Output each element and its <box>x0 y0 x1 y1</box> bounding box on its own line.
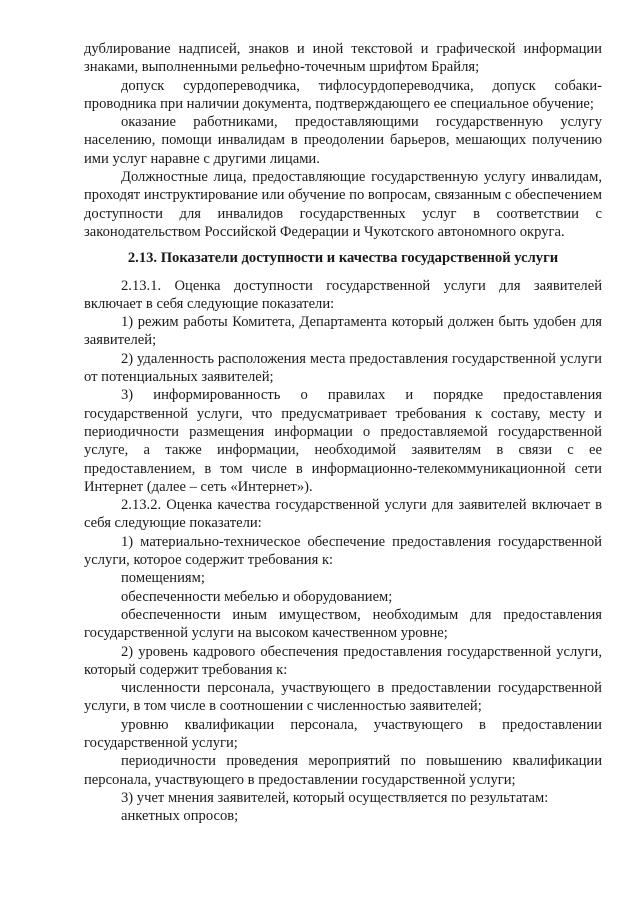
list-item-staffing: 2) уровень кадрового обеспечения предоставления государственной услуги, который содержит требования к: <box>84 643 602 678</box>
list-item-material-support: 1) материально-техническое обеспечение предоставления государственной услуги, которое содержит требования к: <box>84 533 602 569</box>
paragraph-2-13-2: 2.13.2. Оценка качества государственной услуги для заявителей включает в себя следующие показатели: <box>84 497 602 532</box>
list-item-staff-qualification: уровню квалификации персонала, участвующего в предоставлении государственной услуги; <box>84 716 602 751</box>
paragraph-sign-interpreter: допуск сурдопереводчика, тифлосурдопереводчика, допуск собаки-проводника при наличии документа, подтверждающего ее специальное обучение; <box>84 77 602 112</box>
list-item-premises: помещениям; <box>121 570 205 587</box>
section-heading: 2.13. Показатели доступности и качества государственной услуги <box>127 250 559 267</box>
paragraph-braille: дублирование надписей, знаков и иной текстовой и графической информации знаками, выполненными рельефно-точечным шрифтом Брайля; <box>84 41 602 76</box>
list-item-other-property: обеспеченности иным имуществом, необходимым для предоставления государственной услуги на высоком качественном уровне; <box>84 606 602 642</box>
document-body <box>84 40 602 825</box>
list-item-distance: 2) удаленность расположения места предоставления государственной услуги от потенциальных заявителей; <box>84 350 602 386</box>
list-item-informedness: 3) информированность о правилах и порядке предоставления государственной услуги, что предусматривает требования к составу, месту и периодичности размещения информации о предоставляемой государственной услуге, а также информации, необходимой заявителям в связи с ее предоставлением, в том числе в информационно-телекоммуникационной сети Интернет (далее – сеть «Интернет»). <box>84 387 602 495</box>
paragraph-officials-training: Должностные лица, предоставляющие государственную услугу инвалидам, проходят инструктирование или обучение по вопросам, связанным с обеспечением доступности для инвалидов государственных услуг в соответствии с законодательством Российской Федерации и Чукотского автономного округа. <box>84 169 602 240</box>
list-item-surveys: анкетных опросов; <box>121 808 239 825</box>
list-item-applicant-opinion: 3) учет мнения заявителей, который осуществляется по результатам: <box>121 789 549 806</box>
list-item-work-schedule: 1) режим работы Комитета, Департамента который должен быть удобен для заявителей; <box>84 314 602 349</box>
paragraph-staff-assistance: оказание работниками, предоставляющими государственную услугу населению, помощи инвалидам в преодолении барьеров, мешающих получению ими услуг наравне с другими лицами. <box>84 114 602 167</box>
list-item-furniture: обеспеченности мебелью и оборудованием; <box>121 588 393 605</box>
list-item-staff-number: численности персонала, участвующего в предоставлении государственной услуги, в том числе в соотношении с численностью заявителей; <box>84 680 602 715</box>
paragraph-2-13-1: 2.13.1. Оценка доступности государственной услуги для заявителей включает в себя следующие показатели: <box>84 277 602 312</box>
list-item-training-frequency: периодичности проведения мероприятий по повышению квалификации персонала, участвующего в предоставлении государственной услуги; <box>84 753 602 788</box>
